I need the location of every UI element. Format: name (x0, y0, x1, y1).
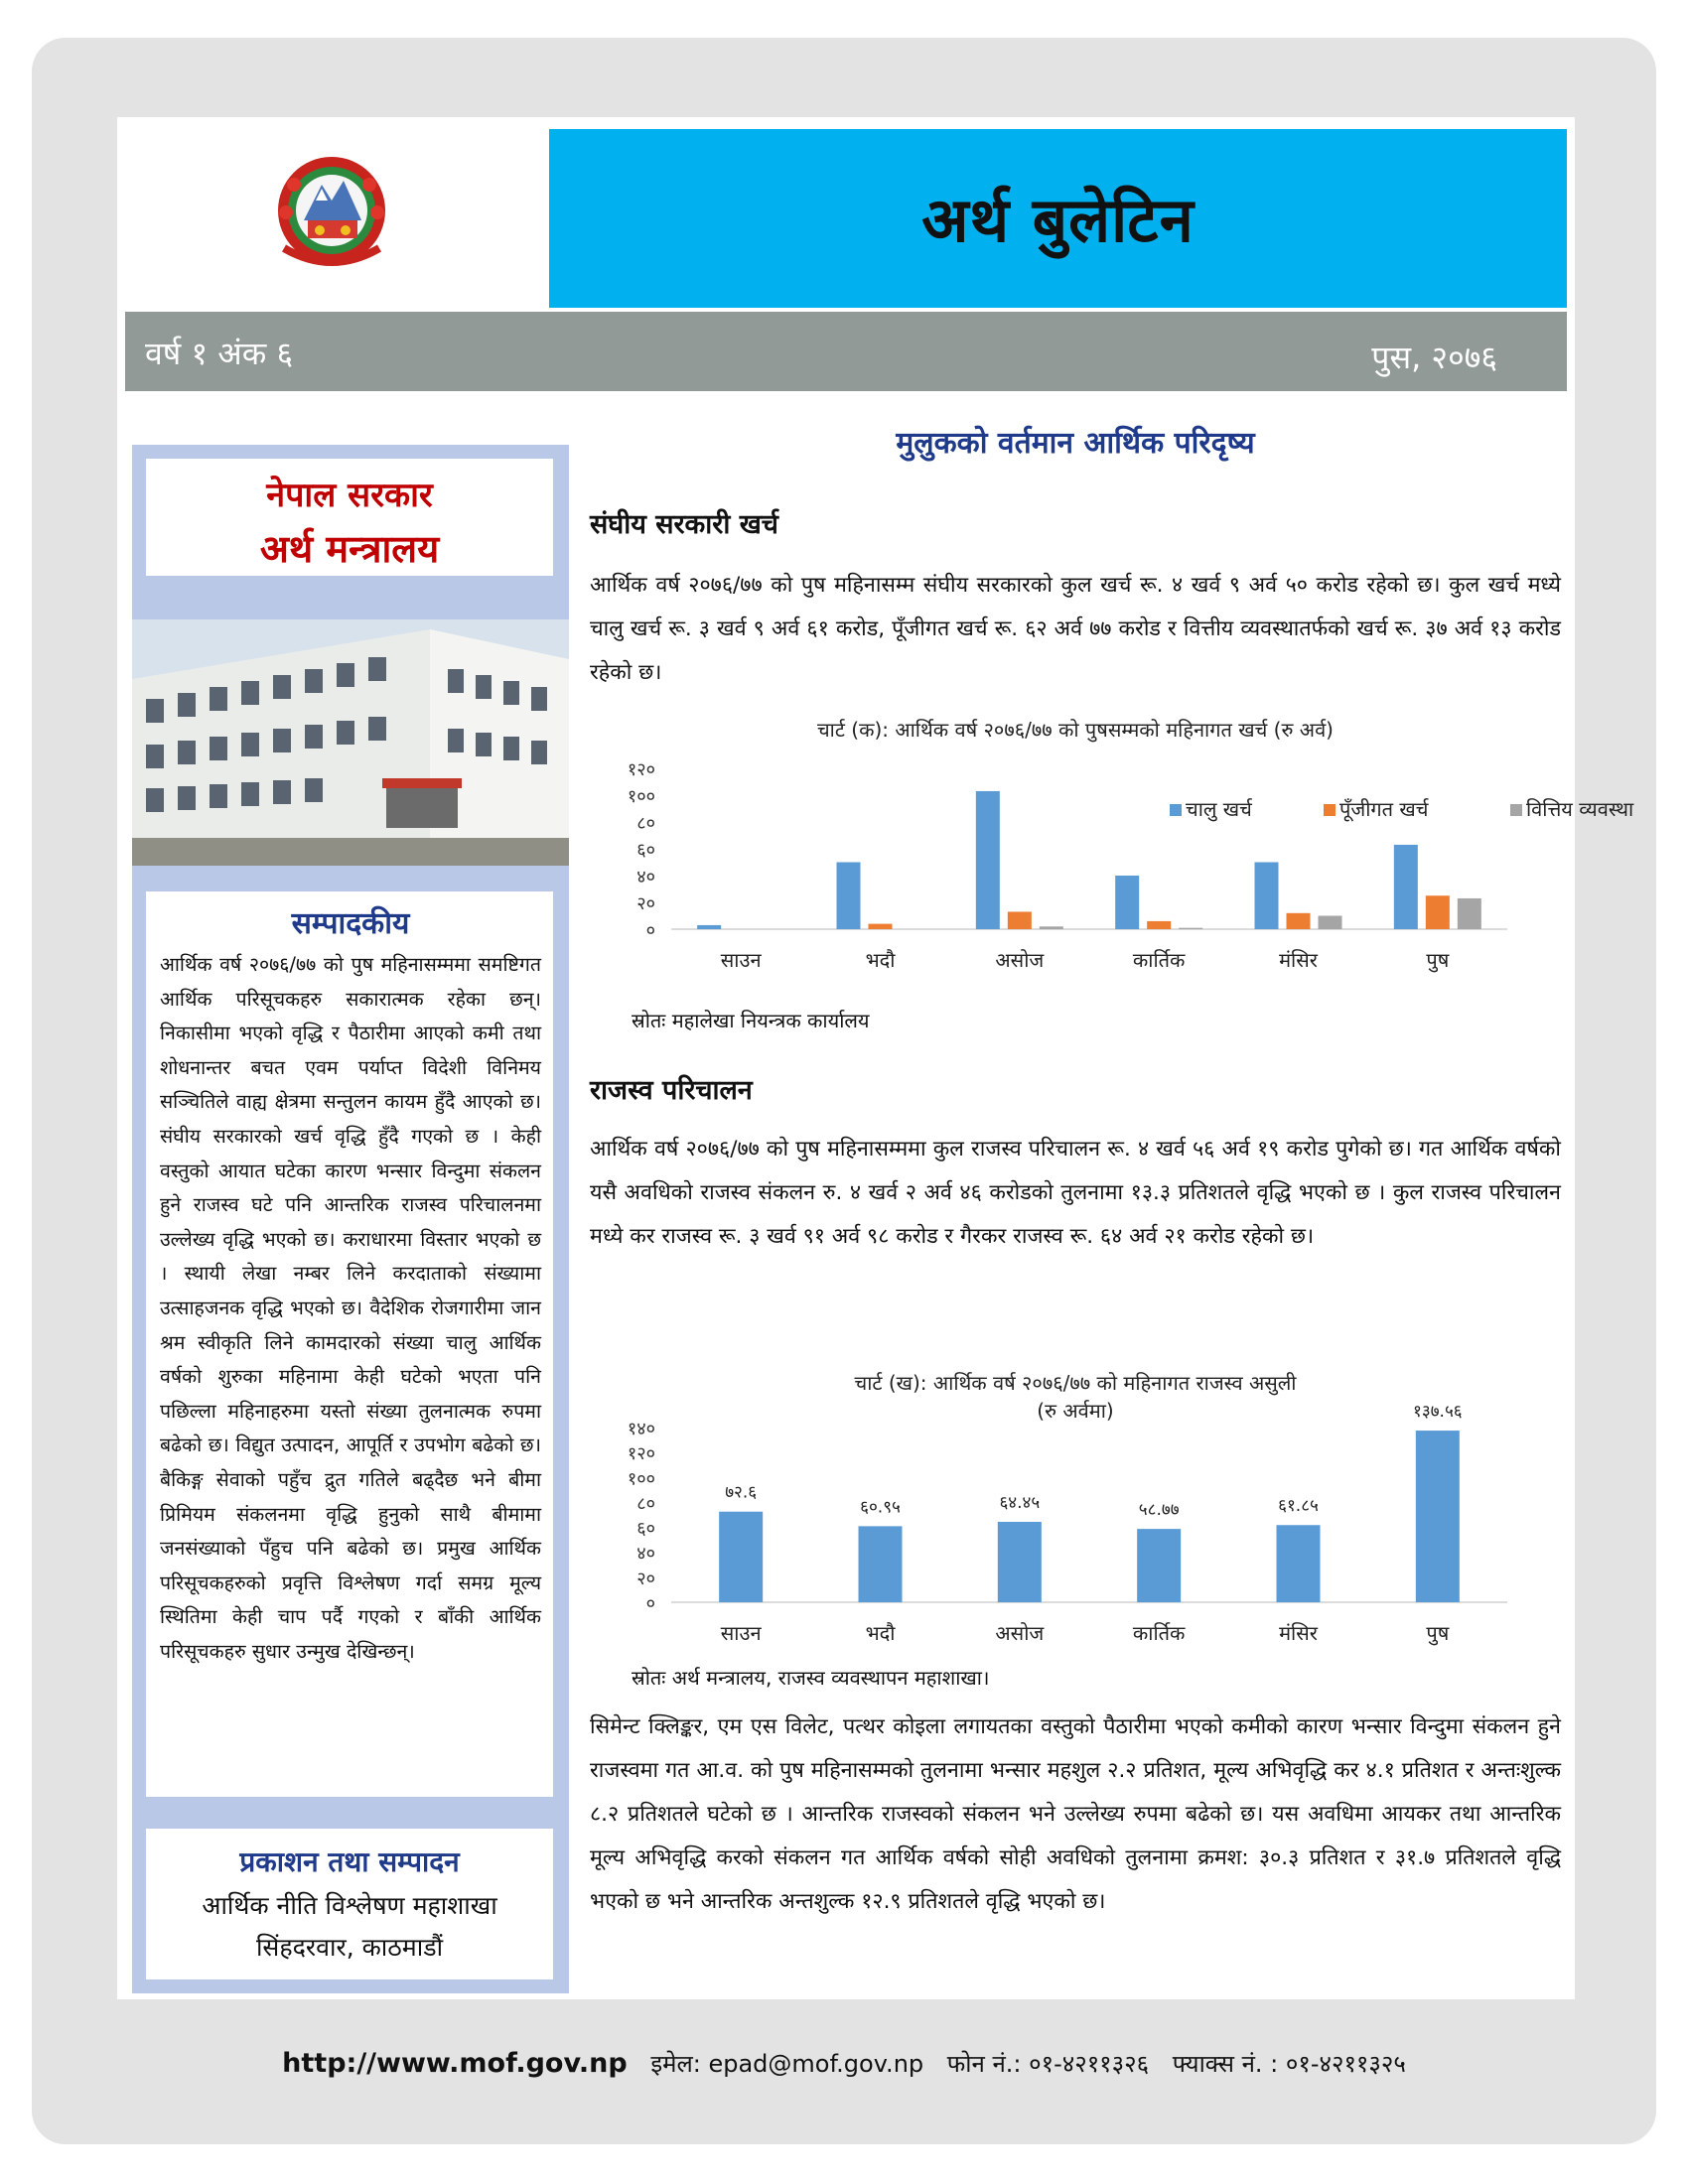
ministry-name: अर्थ मन्त्रालय (259, 527, 440, 571)
bar (1008, 911, 1032, 929)
editorial-text: आर्थिक वर्ष २०७६/७७ को पुष महिनासम्ममा समष्टिगत आर्थिक परिसूचकहरु सकारात्मक रहेका छन्। निकासीमा भएको वृद्धि र पैठारीमा आएको कमी तथा शोधनान्तर बचत एवम पर्याप्त विदेशी विनिमय सञ्चितिले वाह्य क्षेत्रमा सन्तुलन कायम हुँदै आएको छ। संघीय सरकारको खर्च वृद्धि हुँदै गएको छ । केही वस्तुको आयात घटेका कारण भन्सार विन्दुमा संकलन हुने राजस्व घटे पनि आन्तरिक राजस्व परिचालनमा उल्लेख्य वृद्धि भएको छ। कराधारमा विस्तार भएको छ । स्थायी लेखा नम्बर लिने करदाताको संख्यामा उत्साहजनक वृद्धि भएको छ। वैदेशिक रोजगारीमा जान श्रम स्वीकृति लिने कामदारको संख्या चालु आर्थिक वर्षको शुरुका महिनामा केही घटेको भएता पनि पछिल्ला महिनाहरुमा यस्तो संख्या तुलनात्मक रुपमा बढेको छ। विद्युत उत्पादन, आपूर्ति र उपभोग बढेको छ। बैकिङ्ग सेवाको पहुँच द्रुत गतिले बढ्दैछ भने बीमा प्रिमियम संकलनमा वृद्धि हुनुको साथै बीमामा जनसंख्याको पँहुच पनि बढेको छ। प्रमुख आर्थिक परिसूचकहरुको प्रवृत्ति विश्लेषण गर्दा समग्र मूल्य स्थितिमा केही चाप पर्दै गएको र बाँकी आर्थिक परिसूचकहरु सुधार उन्मुख देखिन्छन्। (160, 953, 541, 1663)
bulletin-page (117, 117, 1634, 1999)
section-expenditure-text: आर्थिक वर्ष २०७६/७७ को पुष महिनासम्म संघीय सरकारको कुल खर्च रू. ४ खर्व ९ अर्व ५० करोड रहेको छ। कुल खर्च मध्ये चालु खर्च रू. ३ खर्व ९ अर्व ६१ करोड, पूँजीगत खर्च रू. ६२ अर्व ७७ करोड र वित्तीय व्यवस्थातर्फको खर्च रू. ३७ अर्व १३ करोड रहेको छ। (590, 573, 1561, 685)
legend-entry: चालु खर्च (1186, 797, 1252, 821)
bar (837, 863, 861, 930)
bar (1147, 921, 1171, 929)
bulletin-title: अर्थ बुलेटिन (921, 184, 1195, 256)
legend-entry: पूँजीगत खर्च (1339, 797, 1429, 821)
website-link[interactable]: http://www.mof.gov.np (282, 2048, 628, 2079)
y-tick-label: ० (645, 920, 655, 941)
publication-box (146, 1829, 553, 1979)
nepal-emblem-icon (264, 151, 399, 276)
sidebar (132, 445, 569, 1993)
y-tick-label: २० (636, 1568, 655, 1589)
y-tick-label: १०० (627, 1468, 655, 1490)
bar (859, 1526, 903, 1602)
x-tick-label: कार्तिक (1132, 1621, 1186, 1645)
chart-subtitle: (रु अर्वमा) (1037, 1399, 1114, 1423)
y-tick-label: ४० (636, 867, 655, 887)
chart-title: चार्ट (क): आर्थिक वर्ष २०७६/७७ को पुषसम्मको महिनागत खर्च (रु अर्व) (816, 718, 1335, 742)
section-revenue-title: राजस्व परिचालन (590, 1075, 753, 1106)
publication-title: प्रकाशन तथा सम्पादन (239, 1845, 460, 1878)
bar (1277, 1525, 1321, 1602)
data-label: ६०.९५ (860, 1497, 901, 1518)
x-tick-label: भदौ (865, 1621, 896, 1645)
x-tick-label: साउन (720, 1621, 762, 1645)
expenditure-chart (584, 711, 1634, 1009)
bar (697, 925, 721, 929)
bar (1426, 895, 1450, 929)
publication-address: सिंहदरवार, काठमाडौं (255, 1933, 444, 1962)
legend-swatch (1170, 804, 1182, 816)
x-tick-label: पुष (1426, 1621, 1450, 1645)
data-label: ६१.८५ (1278, 1496, 1319, 1517)
issue-bar (125, 312, 1567, 391)
x-tick-label: कार्तिक (1132, 948, 1186, 972)
data-label: ६४.४५ (999, 1492, 1041, 1513)
x-tick-label: असोज (995, 1621, 1045, 1645)
y-tick-label: ६० (636, 840, 655, 861)
chart1-source: स्रोतः महालेखा नियन्त्रक कार्यालय (632, 1009, 870, 1032)
editorial-box (146, 891, 553, 1797)
bar (976, 791, 1000, 929)
y-tick-label: ४० (636, 1543, 655, 1565)
footer (0, 2047, 1688, 2080)
phone-contact: फोन नं.: ०१-४२११३२६ (946, 2050, 1150, 2078)
y-tick-label: ८० (636, 813, 655, 834)
government-box (146, 459, 553, 576)
x-tick-label: साउन (720, 948, 762, 972)
publication-division: आर्थिक नीति विश्लेषण महाशाखा (202, 1891, 497, 1920)
bar (1458, 898, 1481, 929)
legend-swatch (1324, 804, 1336, 816)
title-banner (549, 129, 1567, 308)
editorial-title: सम्पादकीय (291, 906, 410, 941)
legend-entry: वित्तिय व्यवस्था (1526, 797, 1634, 821)
bar (869, 924, 893, 929)
bar (1115, 876, 1139, 929)
bar (1394, 845, 1418, 929)
logo-area (117, 117, 544, 308)
y-tick-label: १०० (627, 786, 655, 807)
x-tick-label: मंसिर (1279, 948, 1318, 972)
email-contact: इमेल: epad@mof.gov.np (650, 2050, 924, 2078)
issue-date: पुस, २०७६ (1371, 339, 1497, 376)
bar (998, 1522, 1042, 1602)
bar (1137, 1529, 1181, 1602)
y-tick-label: ८० (636, 1493, 655, 1515)
x-tick-label: पुष (1426, 948, 1450, 972)
bar (1040, 926, 1063, 929)
bar (1416, 1431, 1460, 1602)
x-tick-label: मंसिर (1279, 1621, 1318, 1645)
fax-contact: फ्याक्स नं. : ०१-४२११३२५ (1172, 2050, 1406, 2078)
data-label: १३७.५६ (1413, 1402, 1463, 1423)
bar (1255, 863, 1279, 930)
government-name: नेपाल सरकार (266, 476, 433, 515)
data-label: ५८.७७ (1138, 1500, 1180, 1521)
main-heading: मुलुकको वर्तमान आर्थिक परिदृष्य (896, 426, 1255, 461)
chart-title: चार्ट (ख): आर्थिक वर्ष २०७६/७७ को महिनागत राजस्व असुली (854, 1371, 1297, 1395)
section-expenditure-title: संघीय सरकारी खर्च (590, 509, 778, 540)
bar (719, 1512, 763, 1602)
data-label: ७२.६ (725, 1482, 758, 1503)
legend-swatch (1510, 804, 1522, 816)
y-tick-label: ६० (636, 1518, 655, 1540)
bar (1287, 913, 1311, 929)
bar (1319, 916, 1342, 930)
ministry-building-image (132, 619, 569, 866)
bar (1179, 928, 1202, 929)
main-content (584, 415, 1634, 1993)
y-tick-label: १२० (627, 759, 655, 780)
y-tick-label: २० (636, 893, 655, 914)
revenue-chart (584, 1370, 1567, 1668)
x-tick-label: भदौ (865, 948, 896, 972)
y-tick-label: १२० (627, 1443, 655, 1465)
y-tick-label: १४० (627, 1419, 655, 1439)
chart2-source: स्रोतः अर्थ मन्त्रालय, राजस्व व्यवस्थापन महाशाखा। (632, 1666, 990, 1690)
x-tick-label: असोज (995, 948, 1045, 972)
issue-number: वर्ष १ अंक ६ (145, 335, 294, 372)
section-revenue-text: आर्थिक वर्ष २०७६/७७ को पुष महिनासम्ममा कुल राजस्व परिचालन रू. ४ खर्व ५६ अर्व १९ करोड पुगेको छ। गत आर्थिक वर्षको यसै अवधिको राजस्व संकलन रु. ४ खर्व २ अर्व ४६ करोडको तुलनामा १३.३ प्रतिशतले वृद्धि भएको छ । कुल राजस्व परिचालन मध्ये कर राजस्व रू. ३ खर्व ९१ अर्व ९८ करोड र गैरकर राजस्व रू. ६४ अर्व २१ करोड रहेको छ। (590, 1137, 1561, 1249)
y-tick-label: ० (645, 1593, 655, 1614)
section-customs-text: सिमेन्ट क्लिङ्कर, एम एस विलेट, पत्थर कोइला लगायतका वस्तुको पैठारीमा भएको कमीको कारण भन्सार विन्दुमा संकलन हुने राजस्वमा गत आ.व. को पुष महिनासम्मको तुलनामा भन्सार महशुल २.२ प्रतिशत, मूल्य अभिवृद्धि कर ४.१ प्रतिशत र अन्तःशुल्क ८.२ प्रतिशतले घटेको छ । आन्तरिक राजस्वको संकलन भने उल्लेख्य रुपमा बढेको छ। यस अवधिमा आयकर तथा आन्तरिक मूल्य अभिवृद्धि करको संकलन गत आर्थिक वर्षको सोही अवधिको तुलनामा क्रमश: ३०.३ प्रतिशत र ३१.७ प्रतिशतले वृद्धि भएको छ भने आन्तरिक अन्तशुल्क १२.९ प्रतिशतले वृद्धि भएको छ। (590, 1714, 1561, 1914)
